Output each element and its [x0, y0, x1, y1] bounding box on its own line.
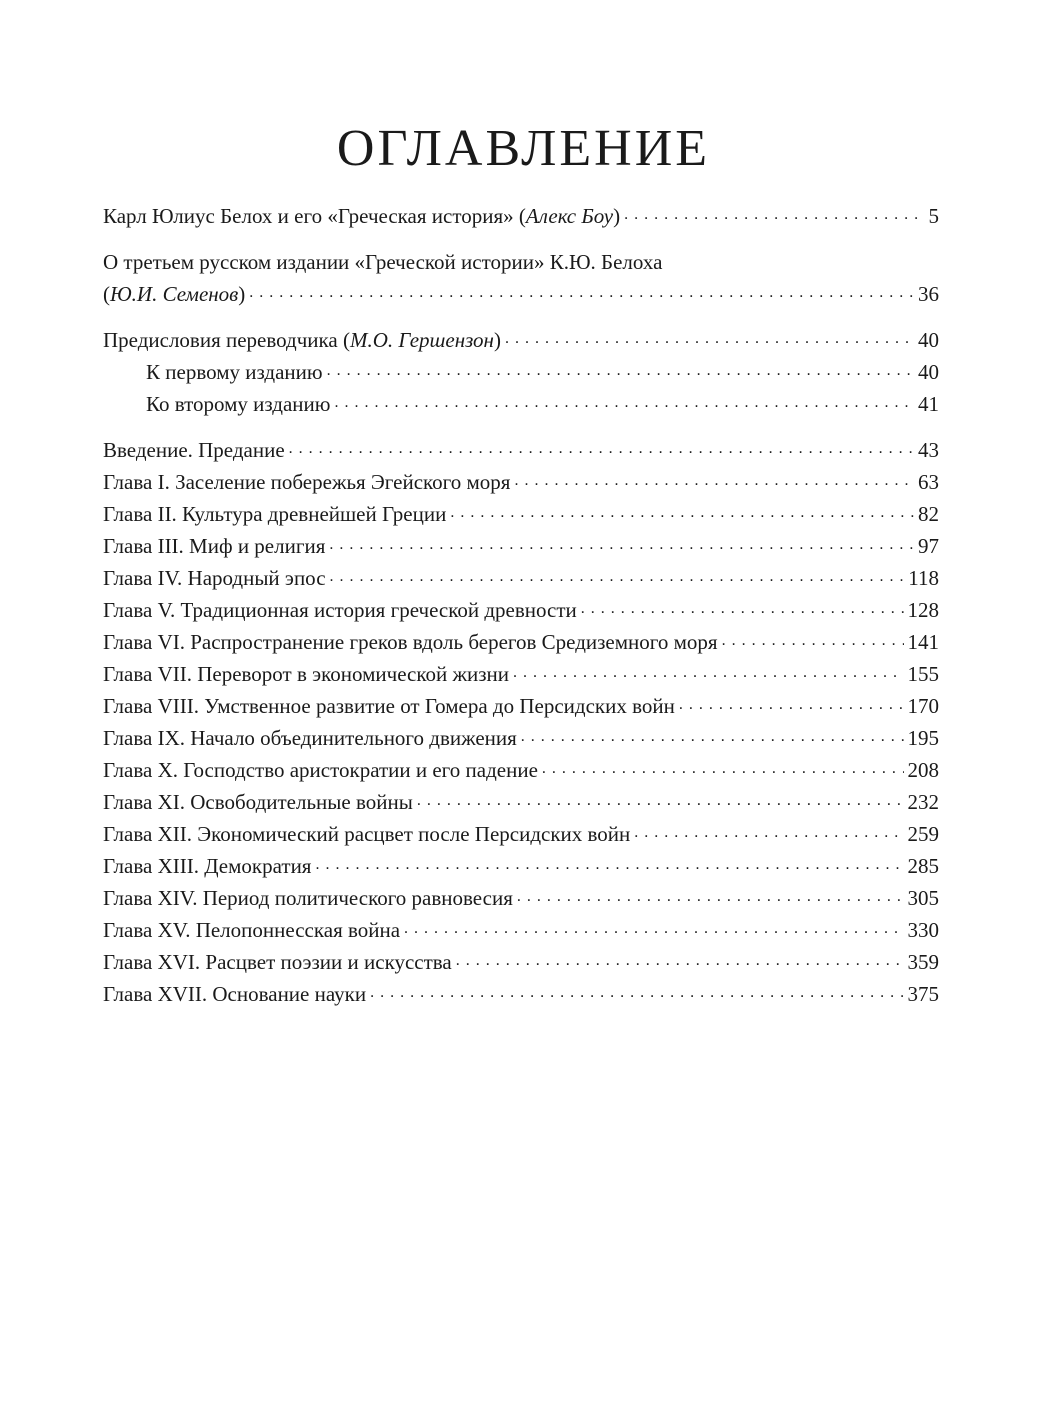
toc-entry-prefaces[interactable] [103, 324, 939, 356]
toc-entry-author: Алекс Боу [525, 204, 614, 228]
toc-entry-author: Ю.И. Семенов [110, 282, 239, 306]
toc-entry-chapter[interactable] [103, 754, 939, 786]
toc-entry-page: 232 [907, 790, 939, 814]
toc-entry-chapter[interactable] [103, 658, 939, 690]
dot-leader [505, 326, 914, 347]
dot-leader [517, 884, 904, 905]
page-title: ОГЛАВЛЕНИЕ [336, 119, 711, 177]
dot-leader [315, 852, 903, 873]
toc-entry-label: Глава VIII. Умственное развитие от Гомера до Персидских войн [103, 694, 675, 718]
dot-leader [634, 820, 903, 841]
toc-entry-label: Глава IX. Начало объединительного движения [103, 726, 517, 750]
toc-entry-chapter[interactable] [103, 562, 939, 594]
dot-leader [334, 390, 914, 411]
toc-entry-label: Глава VII. Переворот в экономической жизни [103, 662, 510, 686]
dot-leader [330, 564, 905, 585]
toc-entry-label: Глава XVII. Основание науки [103, 982, 367, 1006]
dot-leader [542, 756, 904, 777]
dot-leader [722, 628, 904, 649]
toc-entry-label: Глава XI. Освободительные войны [103, 790, 413, 814]
toc-entry-chapter[interactable] [103, 530, 939, 562]
toc-entry-page: 128 [907, 598, 939, 622]
toc-entry-chapter[interactable] [103, 626, 939, 658]
toc-entry-label: Глава I. Заселение побережья Эгейского моря [103, 470, 511, 494]
toc-entry-page: 259 [907, 822, 939, 846]
toc-entry-chapter[interactable] [103, 818, 939, 850]
dot-leader [581, 596, 904, 617]
toc-entry-page: 305 [907, 886, 939, 910]
toc-entry-chapter[interactable] [103, 850, 939, 882]
toc-entry-page: 195 [907, 726, 939, 750]
dot-leader [327, 358, 914, 379]
toc-entry-page: 82 [918, 502, 939, 526]
dot-leader [329, 532, 914, 553]
toc-entry-label: Глава V. Традиционная история греческой древности [103, 598, 577, 622]
dot-leader [513, 660, 903, 681]
toc-entry-label: Глава III. Миф и религия [103, 534, 326, 558]
toc-entry-intro-belokh[interactable] [103, 200, 939, 232]
toc-entry-page: 155 [907, 662, 939, 686]
toc-entry-label: Глава VI. Распространение греков вдоль берегов Средиземного моря [103, 630, 718, 654]
dot-leader [450, 500, 914, 521]
toc-entry-page: 285 [907, 854, 939, 878]
toc-entry-label: Глава II. Культура древнейшей Греции [103, 502, 447, 526]
toc-entry-page: 170 [907, 694, 939, 718]
toc-entry-page: 36 [918, 282, 939, 306]
toc-entry-author: М.О. Гершензон [349, 328, 494, 352]
toc-entry-page: 5 [928, 204, 939, 228]
toc-entry-label: К первому изданию [146, 360, 323, 384]
toc-entry-chapter[interactable] [103, 914, 939, 946]
dot-leader [370, 980, 903, 1001]
toc-entry-chapter[interactable] [103, 594, 939, 626]
toc-entry-label: Глава XV. Пелопоннесская война [103, 918, 401, 942]
toc-entry-page: 375 [907, 982, 939, 1006]
toc-entry-chapter[interactable] [103, 498, 939, 530]
toc-entry-author-line: (Ю.И. Семенов) [103, 282, 246, 306]
toc-subentry-first-edition[interactable] [103, 356, 939, 388]
toc-entry-page: 40 [918, 360, 939, 384]
toc-entry-label: Введение. Предание [103, 438, 285, 462]
toc-entry-third-edition[interactable] [103, 246, 939, 310]
toc-entry-label: Глава XII. Экономический расцвет после Персидских войн [103, 822, 631, 846]
toc-entry-page: 97 [918, 534, 939, 558]
dot-leader [249, 280, 914, 301]
toc-entry-label: Карл Юлиус Белох и его «Греческая история» (Алекс Боу) [103, 204, 621, 228]
toc-entry-chapter[interactable] [103, 722, 939, 754]
toc-entry-page: 118 [908, 566, 939, 590]
dot-leader [289, 436, 914, 457]
toc-entry-label: Глава XIV. Период политического равновесия [103, 886, 513, 910]
toc-entry-page: 43 [918, 438, 939, 462]
dot-leader [624, 202, 924, 223]
toc-entry-label: Глава IV. Народный эпос [103, 566, 326, 590]
toc-entry-chapter[interactable] [103, 466, 939, 498]
table-of-contents [103, 200, 939, 1010]
toc-entry-page: 63 [918, 470, 939, 494]
toc-entry-chapter[interactable] [103, 786, 939, 818]
toc-entry-chapter[interactable] [103, 978, 939, 1010]
toc-subentry-second-edition[interactable] [103, 388, 939, 420]
toc-entry-label: Предисловия переводчика (М.О. Гершензон) [103, 328, 501, 352]
toc-entry-label: Глава XIII. Демократия [103, 854, 312, 878]
toc-entry-label: О третьем русском издании «Греческой истории» К.Ю. Белоха [103, 250, 663, 274]
dot-leader [679, 692, 904, 713]
dot-leader [456, 948, 904, 969]
toc-entry-chapter[interactable] [103, 882, 939, 914]
toc-entry-page: 40 [918, 328, 939, 352]
toc-entry-chapter[interactable] [103, 434, 939, 466]
toc-entry-chapter[interactable] [103, 690, 939, 722]
toc-entry-page: 330 [907, 918, 939, 942]
dot-leader [417, 788, 904, 809]
dot-leader [514, 468, 914, 489]
dot-leader [521, 724, 904, 745]
toc-entry-page: 359 [907, 950, 939, 974]
toc-entry-chapter[interactable] [103, 946, 939, 978]
dot-leader [404, 916, 903, 937]
toc-entry-label: Ко второму изданию [146, 392, 331, 416]
toc-entry-label: Глава XVI. Расцвет поэзии и искусства [103, 950, 452, 974]
toc-entry-page: 41 [918, 392, 939, 416]
toc-entry-page: 208 [907, 758, 939, 782]
toc-entry-page: 141 [907, 630, 939, 654]
toc-entry-label: Глава X. Господство аристократии и его падение [103, 758, 538, 782]
